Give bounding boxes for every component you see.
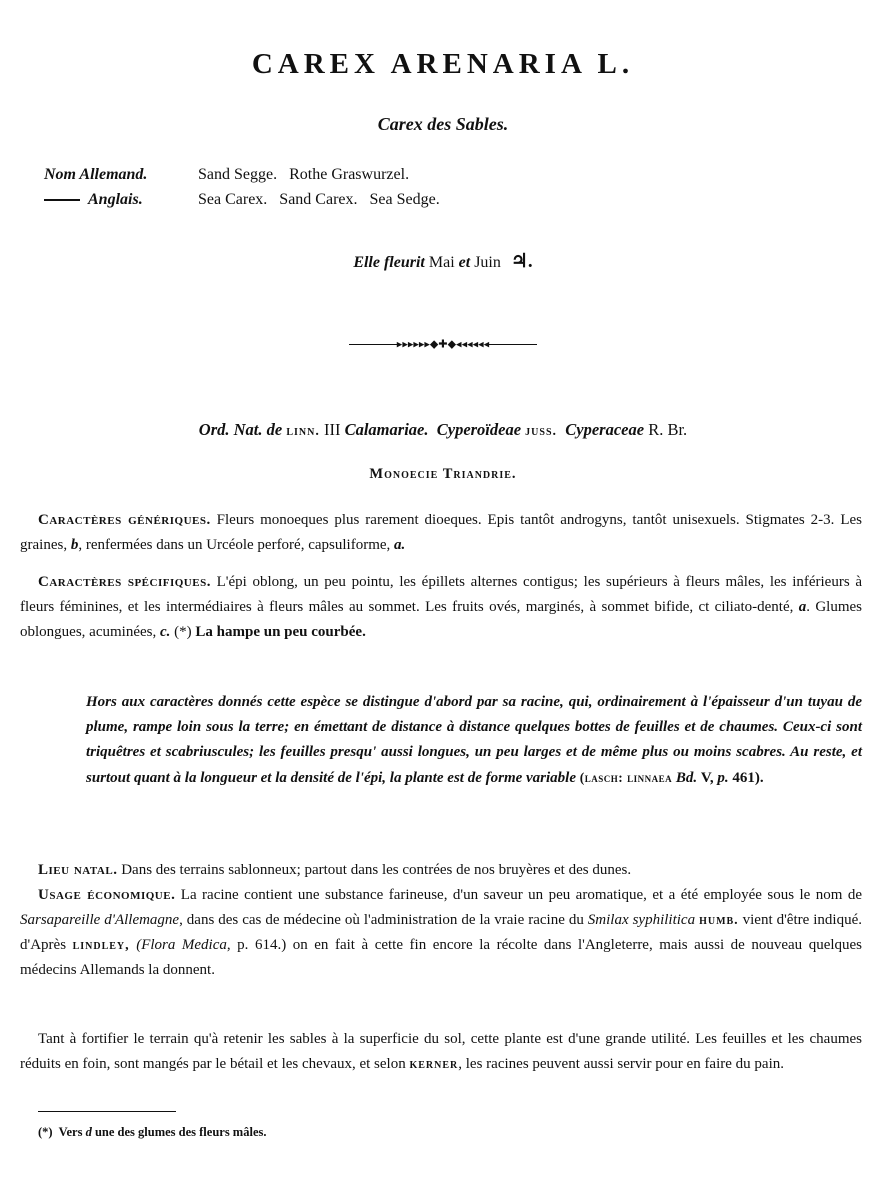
economic-usage: Usage économique. La racine contient une substance farineuse, d'un saveur un peu aromatique, et a été employée sous le nom de Sarsapareille d'Allemagne, dans des cas de médecine où l'administration de la vraie racine du Smilax syphilitica humb. vient d'être indiqué. d'Après lindley, (Flora Medica, p. 614.) on en fait à cette fin encore la récolte dans l'Angleterre, mais aussi de nouveau quelques médecins Allemands la donnent.: [20, 887, 863, 978]
footnote-rule: [38, 1111, 176, 1112]
german-label: Nom Allemand.: [44, 166, 148, 183]
usage-label: Usage économique.: [38, 887, 176, 903]
flowering-line: [0, 250, 886, 273]
flowering-month-a: Mai: [428, 254, 455, 271]
linn-ref: linn.: [286, 424, 320, 439]
footnote-marker: (*): [174, 624, 192, 640]
kerner-ref: kerner: [409, 1057, 459, 1072]
rbr-ref: R. Br.: [648, 420, 688, 439]
ornament-line-right: [489, 344, 537, 345]
classification-line: [0, 420, 886, 440]
perennial-symbol: ♃.: [510, 251, 533, 272]
english-names-row: [44, 191, 440, 216]
specific-label: Caractères spécifiques.: [38, 574, 211, 590]
juss-ref: juss.: [525, 424, 558, 439]
footnote: (*) Vers d une des glumes des fleurs mâles.: [38, 1125, 267, 1139]
lasch-ref: (lasch: linnaea: [579, 770, 673, 785]
ornament-line-left: [349, 344, 397, 345]
german-names: Sand Segge. Rothe Graswurzel.: [198, 166, 410, 183]
page-title: CAREX ARENARIA L.: [251, 48, 635, 80]
ord-nat-label: Ord. Nat. de: [198, 420, 283, 439]
ornament-glyphs: ▸▸▸▸▸▸◆✚◆◂◂◂◂◂◂: [396, 337, 490, 351]
flowering-prefix: Elle fleurit: [353, 254, 425, 271]
common-names: [44, 166, 440, 216]
generic-characters: Caractères génériques. Fleurs monoeques plus rarement dioeques. Epis tantôt androgyns, tantôt unisexuels. Stigmates 2-3. Les graines, b, renfermées dans un Urcéole perforé, capsuliforme, a.: [20, 512, 862, 553]
english-label: Anglais.: [88, 191, 143, 208]
class-number: III: [323, 420, 341, 439]
generic-label: Caractères génériques.: [38, 512, 211, 528]
flowering-month-b: Juin: [474, 254, 501, 271]
flowering-conj: et: [458, 254, 471, 271]
descriptive-note: Hors aux caractères donnés cette espèce se distingue d'abord par sa racine, qui, ordinairement à l'épaisseur d'un tuyau de plume, rampe loin sous la terre; en émettant de distance à distance quelques bottes de feuilles et de chaumes. Ceux-ci sont triquêtres et scabriuscules; les feuilles presqu' aussi longues, un peu larges et de même plus ou moins scabres. Au reste, et surtout quant à la longueur et la densité de l'épi, la plante est de forme variable (lasch: linnaea Bd. V, p. 461).: [86, 694, 862, 786]
page-subtitle: Carex des Sables.: [377, 114, 509, 134]
cyperoideae: Cyperoïdeae: [436, 420, 522, 439]
linnaean-system: Monoecie Triandrie.: [369, 466, 517, 482]
english-names: Sea Carex. Sand Carex. Sea Sedge.: [198, 191, 440, 208]
cyperaceae: Cyperaceae: [565, 420, 645, 439]
habitat-label: Lieu natal.: [38, 862, 118, 878]
habitat: Lieu natal. Dans des terrains sablonneux; partout dans les contrées de nos bruyères et des dunes.: [38, 862, 632, 878]
german-names-row: [44, 166, 440, 191]
ditto-dash: [44, 199, 80, 201]
specific-characters: Caractères spécifiques. L'épi oblong, un peu pointu, les épillets alternes contigus; les supérieurs à fleurs mâles, les inférieurs à fleurs féminines, et les intermédiaires à fleurs mâles au sommet. Les fruits ovés, marginés, à sommet bifide, ct ciliato-denté, a. Glumes oblongues, acuminées, c. (*) La hampe un peu courbée.: [20, 574, 863, 640]
ornament-divider: [0, 337, 886, 351]
closing-paragraph: Tant à fortifier le terrain qu'à retenir les sables à la superficie du sol, cette plante est d'une grande utilité. Les feuilles et les chaumes réduits en foin, sont mangés par le bétail et les chevaux, et selon kerner, les racines peuvent aussi servir pour en faire du pain.: [20, 1031, 862, 1072]
calamariae: Calamariae.: [344, 420, 429, 439]
